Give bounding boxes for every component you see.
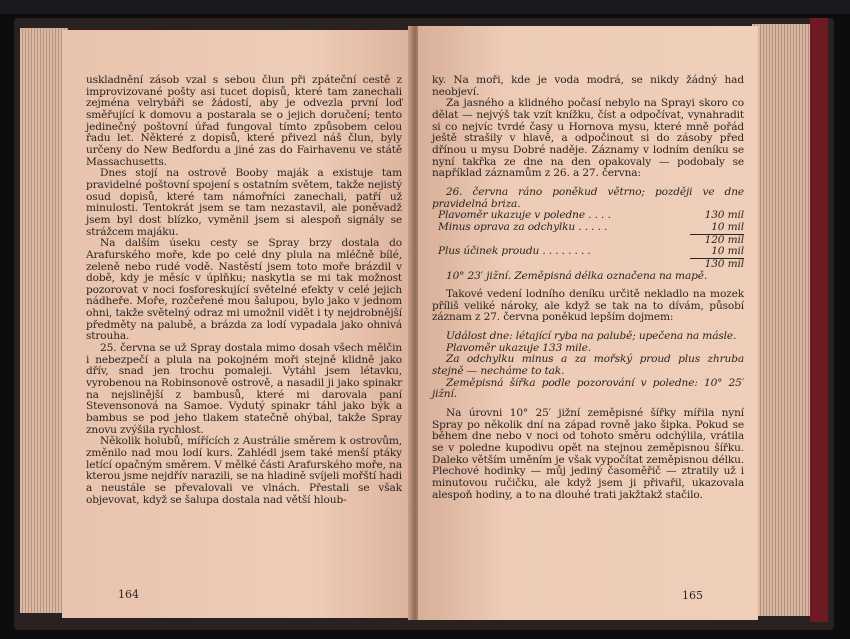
left-paragraph-5: Několik holubů, mířících z Austrálie směrem k ostrovům, změnilo nad mou lodí kurs. Zahlédl jsem také menší ptáky letící opačným směrem. V mělké části Arafurského moře, na kterou jsme nejdřív narazili, se na hladině svíjeli mořští hadi a neustále se převalovali ve vlnách. Přestali se však objevovat, když se šalupa dostala nad větší hloub- — [86, 435, 402, 506]
left-paragraph-3: Na dalším úseku cesty se Spray brzy dostala do Arafurského moře, kde po celé dny plula na mléčně bílé, zeleně nebo rudé vodě. Nastěstí jsem toto moře brázdil v době, kdy je měsíc v úplňku; naskytla se mi tak možnost pozorovat v noci fosforeskující světelné efekty v celé jejich nádheře. Moře, rozčeřené mou šalupou, bylo jako v jednom ohni, takže světelný odraz mi umožnil vidět i ty nejdrobnější předměty na palubě, a brázda za lodí vypadala jako ohnivá strouha. — [86, 237, 402, 343]
log-row-label: Plavoměr ukazuje v poledne . . . . — [438, 209, 611, 222]
left-paragraph-1: uskladnění zásob vzal s sebou člun při zpáteční cestě z improvizované pošty asi tucet dopisů, které tam zanechali zejména velrybáři se žádostí, aby je odvezla první loď směřující k domovu a postarala se o jejich doručení; tento jedinečný poštovní úřad fungoval tímto způsobem celou řadu let. Některé z dopisů, které přivezl náš člun, byly určeny do New Bedfordu a jiné zas do Fairhavenu ve státě Massachusetts. — [86, 74, 402, 168]
log-row-value: 130 mil — [704, 257, 744, 270]
log-table — [432, 210, 744, 270]
left-paragraph-4: 25. června se už Spray dostala mimo dosah všech mělčin i nebezpečí a plula na pokojném moři stejně klidně jako dřív, snad jen trochu pomaleji. Vytáhl jsem létavku, vyrobenou na Robinsonově ostrově, a nasadil ji jako spinakr na nejslinější z bambusů, které mi darovala paní Stevensonová na Samoe. Vydutý spinakr táhl jako býk a bambus se pod jeho tlakem statečně ohýbal, takže Spray znovu zvýšila rychlost. — [86, 342, 402, 436]
log-row-value: 10 mil — [711, 220, 744, 233]
right-page-text — [432, 75, 744, 501]
left-paragraph-2: Dnes stojí na ostrově Booby maják a existuje tam pravidelné poštovní spojení s ostatním světem, takže nejistý osud dopisů, které tam námořníci zanechali, patří už minulosti. Tentokrát jsem se tam nezastavil, ale poněvadž jsem byl dost blízko, vyměnil jsem si alespoň signály se strážcem majáku. — [86, 167, 402, 238]
left-page-edges — [20, 28, 68, 613]
log-entry-end: 10° 23′ jižní. Zeměpisná délka označena na mapě. — [446, 269, 708, 282]
right-page-edges — [752, 24, 810, 616]
left-page — [62, 30, 414, 618]
right-page-number: 165 — [682, 589, 703, 602]
log2-line-2: Plavoměr ukazuje 133 mile. — [446, 341, 591, 354]
right-paragraph-4: Na úrovni 10° 25′ jižní zeměpisné šířky mířila nyní Spray po několik dní na západ rovně jako šipka. Pokud se během dne nebo v noci od tohoto směru odchýlila, vrátila se v poledne kupodivu opět na stejnou zeměpisnou šířku. Daleko větším uměním je však vypočítat zeměpisnou délku. Plechové hodinky — můj jediný časoměřič — ztratily už i minutovou ručičku, ale když jsem ji přivařil, ukazovala alespoň hodiny, a to na dlouhé trati jakžtakž stačilo. — [432, 407, 744, 501]
book-cover-edge — [810, 18, 828, 622]
right-paragraph-1: ky. Na moři, kde je voda modrá, se nikdy žádný had neobjeví. — [432, 74, 744, 98]
log-row — [438, 246, 744, 258]
right-paragraph-3: Takové vedení lodního deníku určitě nekladlo na mozek příliš veliké nároky, ale když se tak na to dívám, působí záznam z 27. června poněkud lepším dojmem: — [432, 288, 744, 324]
log-row-total — [690, 258, 744, 271]
left-page-text — [86, 75, 402, 506]
log-row-value: 10 mil — [711, 245, 744, 258]
book-cover-top — [0, 0, 850, 14]
log-entry-intro: 26. června ráno poněkud větrno; později ve dne pravidelná briza. — [432, 185, 744, 210]
log-row-label: Plus účinek proudu . . . . . . . . — [438, 245, 591, 258]
log2-line-4: Zeměpisná šířka podle pozorování v poledne: 10° 25′ jižní. — [432, 376, 744, 401]
log-row-label: Minus oprava za odchylku . . . . . — [438, 220, 608, 233]
log-row — [438, 222, 744, 234]
log-row-value: 120 mil — [704, 233, 744, 246]
log-row-value: 130 mil — [704, 209, 744, 222]
right-paragraph-2: Za jasného a klidného počasí nebylo na Sprayi skoro co dělat — nejvýš tak vzít knížku, číst a odpočívat, vynahradit si co nejvíc tvrdé časy u Hornova mysu, které mně pořád ještě strašily v hlavě, a odpočinout si do zásoby před dřínou u mysu Dobré naděje. Záznamy v lodním deníku se nyní takřka ze dne na den opakovaly — podobaly se například záznamům z 26. a 27. června: — [432, 97, 744, 180]
log2-line-3: Za odchylku minus a za mořský proud plus zhruba stejně — necháme to tak. — [432, 353, 744, 378]
left-page-number: 164 — [118, 588, 139, 601]
log2-line-1: Událost dne: létající ryba na palubě; upečena na másle. — [446, 330, 737, 343]
right-page — [418, 26, 758, 620]
